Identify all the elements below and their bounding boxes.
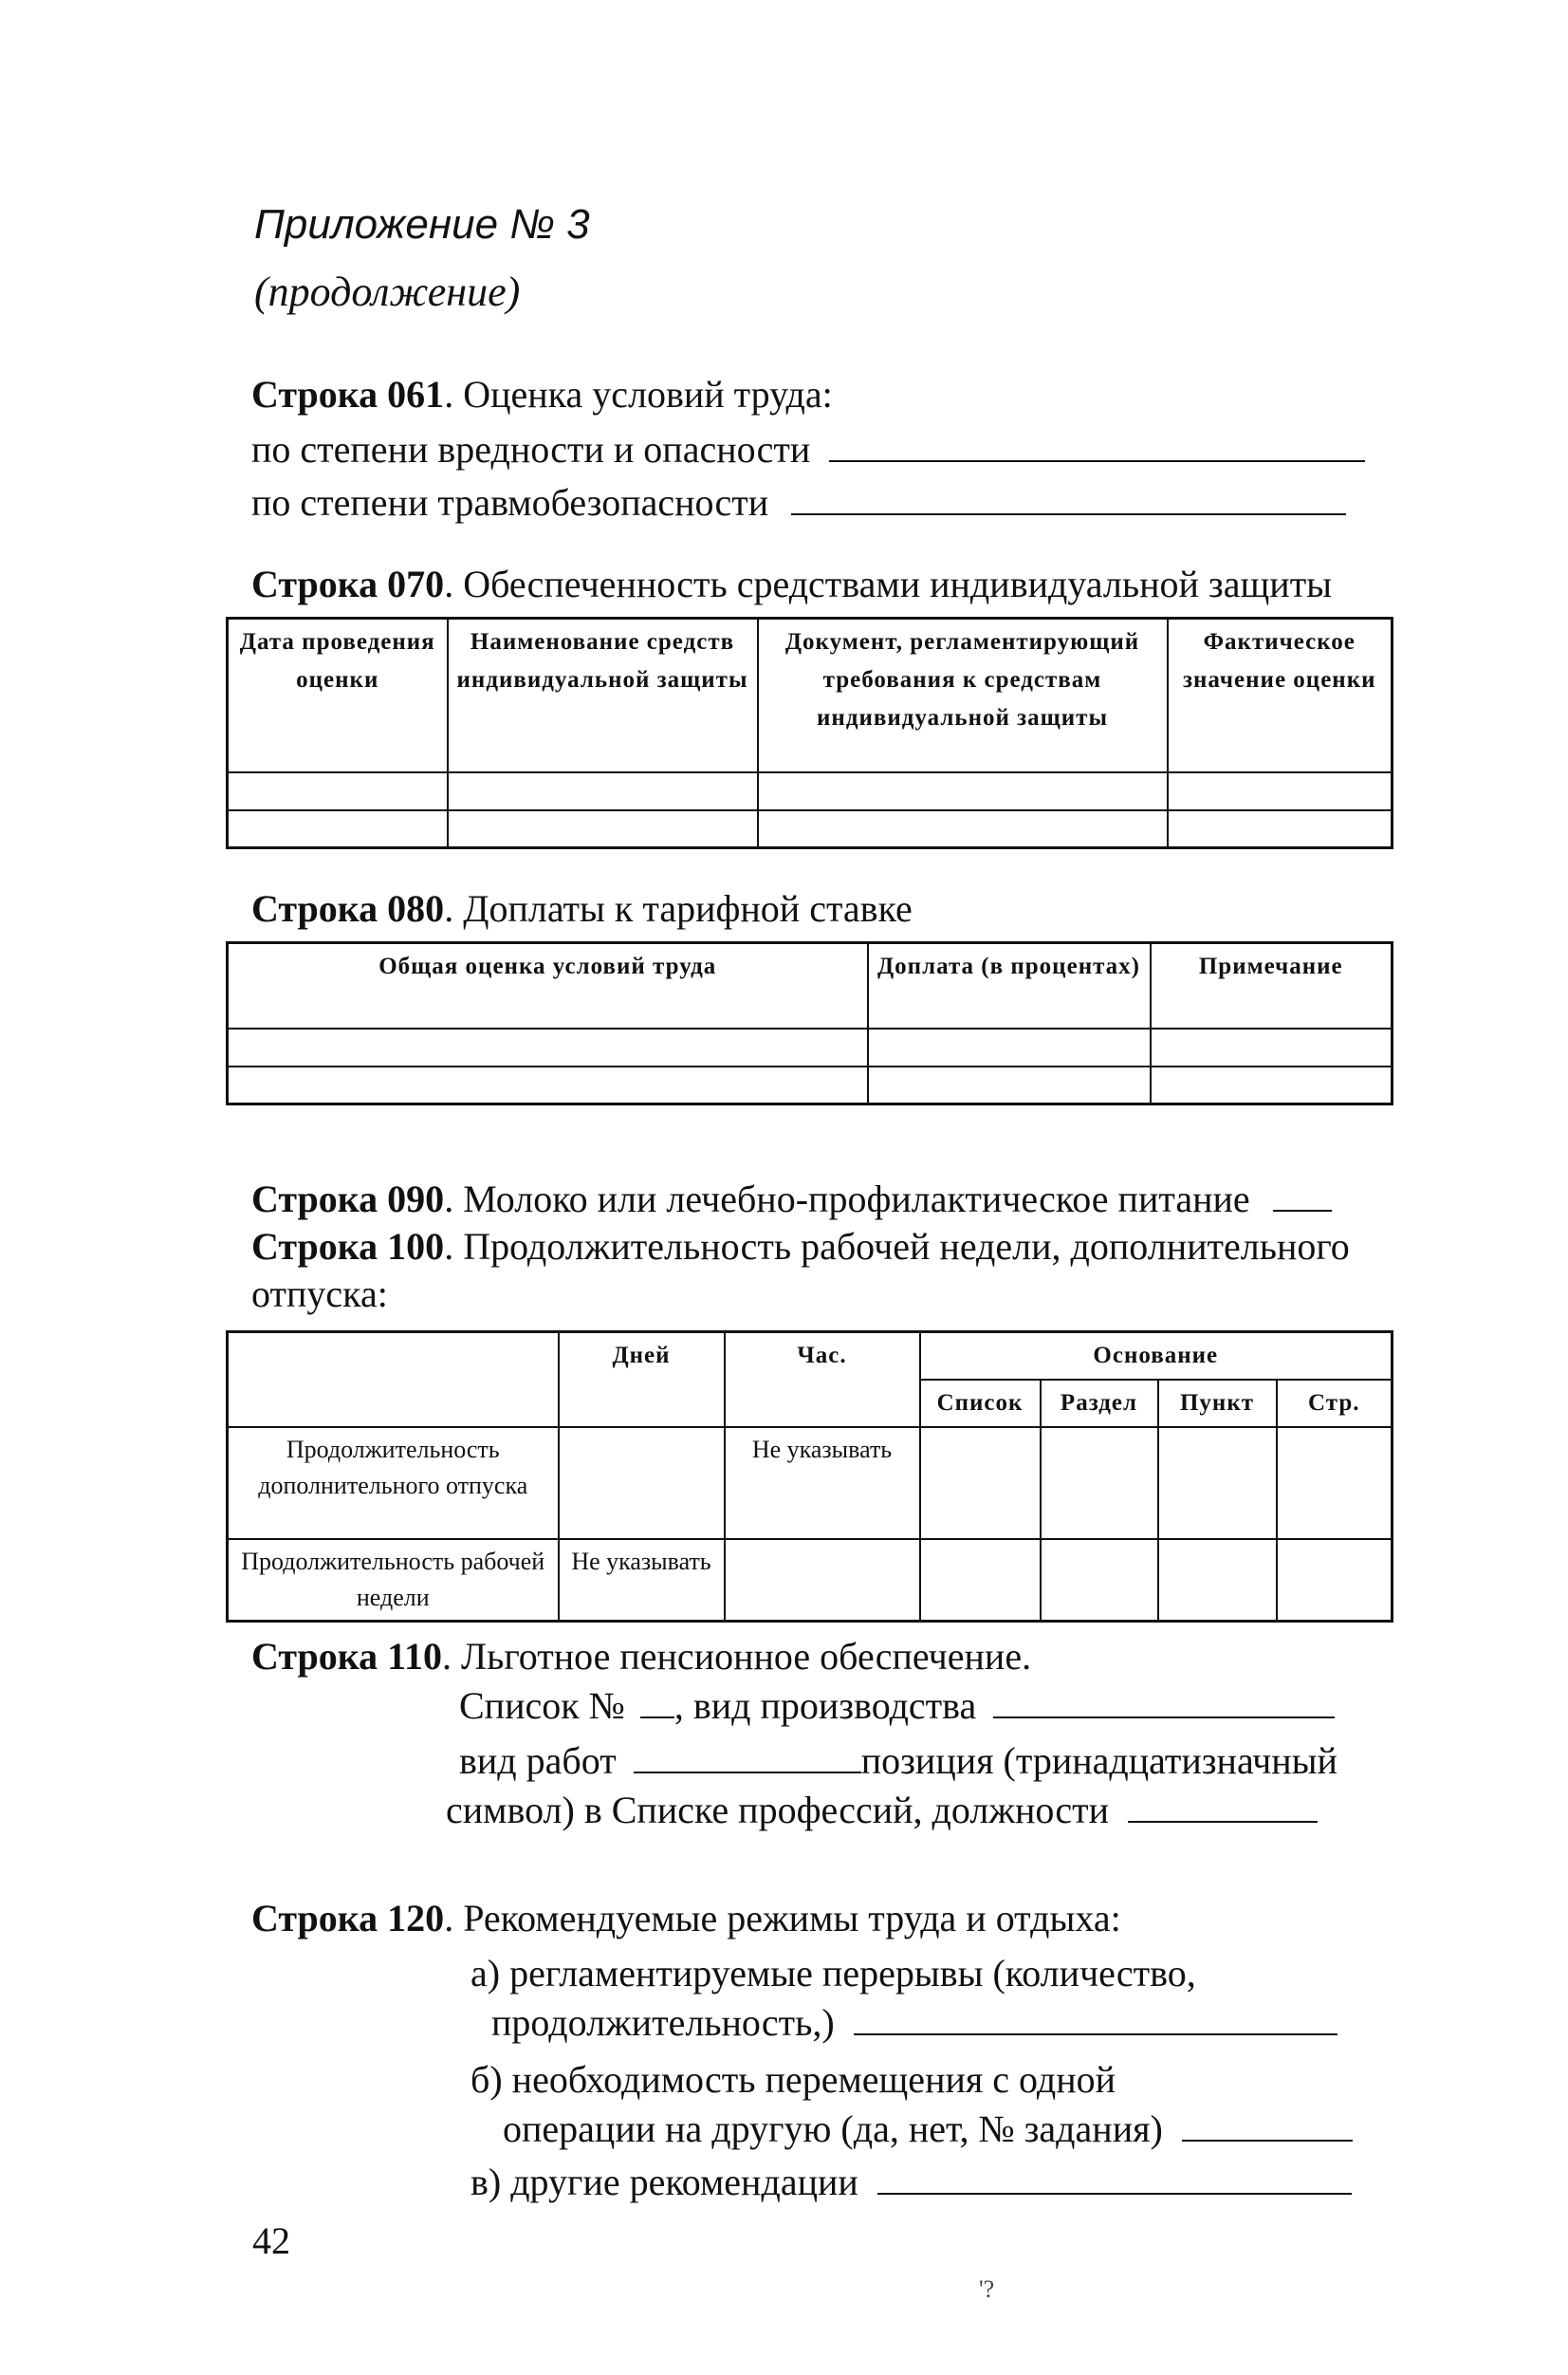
line-090-text: . Молоко или лечебно-профилактическое питание [444, 1178, 1250, 1220]
page-number: 42 [252, 2219, 290, 2262]
production-type-label: , вид производства [673, 1684, 977, 1727]
line-090-label: Строка 090 [251, 1178, 445, 1220]
surcharge-cell[interactable] [868, 1029, 1151, 1067]
line-070-heading [251, 562, 1332, 607]
workweek-table [226, 1330, 1393, 1623]
surcharge-col-note: Примечание [1151, 943, 1393, 1029]
basis-cell[interactable] [1277, 1427, 1393, 1539]
line-080-heading [251, 886, 913, 932]
line-110-list [459, 1683, 1335, 1729]
row-additional-leave-hours: Не указывать [725, 1427, 920, 1539]
transfer-blank[interactable] [1182, 2107, 1353, 2142]
work-type-blank[interactable] [634, 1739, 861, 1773]
line-090 [251, 1177, 1332, 1222]
basis-cell[interactable] [1277, 1539, 1393, 1622]
line-100-text-2: отпуска: [251, 1272, 388, 1315]
scan-mark: '? [979, 2275, 995, 2303]
basis-cell[interactable] [1158, 1539, 1277, 1622]
ppe-col-name: Наименование средств индивидуальной защиты [448, 619, 758, 772]
line-110-text: . Льготное пенсионное обеспечение. [441, 1635, 1032, 1678]
surcharge-col-assessment: Общая оценка условий труда [228, 943, 868, 1029]
line-120-heading [251, 1896, 1121, 1941]
line-110-label: Строка 110 [251, 1635, 442, 1678]
surcharge-table [226, 941, 1393, 1105]
row-additional-leave-label: Продолжительность дополнительного отпуска [228, 1427, 559, 1539]
ppe-table [226, 617, 1393, 849]
breaks-label: продолжительность,) [491, 2001, 835, 2044]
basis-cell[interactable] [1158, 1427, 1277, 1539]
line-120-a2 [491, 2000, 1337, 2046]
basis-cell[interactable] [920, 1427, 1041, 1539]
line-100-heading [251, 1224, 1350, 1270]
row-additional-leave-days[interactable] [559, 1427, 725, 1539]
position-label: позиция (тринадцатизначный [860, 1739, 1337, 1782]
line-100-text: . Продолжительность рабочей недели, дополнительного [444, 1225, 1350, 1268]
workweek-corner [228, 1332, 559, 1428]
appendix-continuation: (продолжение) [254, 269, 521, 315]
workweek-col-days: Дней [559, 1332, 725, 1428]
line-120-c [470, 2160, 1352, 2205]
line-120-a1: а) регламентируемые перерывы (количество, [470, 1952, 1196, 1995]
line-120-b1: б) необходимость перемещения с одной [470, 2058, 1116, 2101]
line-061-text: . Оценка условий труда: [444, 373, 833, 416]
line-080-text: . Доплаты к тарифной ставке [444, 887, 913, 930]
line-061-label: Строка 061 [251, 373, 445, 416]
ppe-cell[interactable] [228, 772, 448, 810]
basis-cell[interactable] [1041, 1539, 1158, 1622]
line-070-text: . Обеспеченность средствами индивидуальной защиты [444, 563, 1333, 605]
surcharge-col-percent: Доплата (в процентах) [868, 943, 1151, 1029]
surcharge-cell[interactable] [1151, 1029, 1393, 1067]
work-type-label: вид работ [459, 1739, 617, 1782]
other-recommendations-blank[interactable] [877, 2161, 1352, 2195]
row-workweek-hours[interactable] [725, 1539, 920, 1622]
injury-safety-label: по степени травмобезопасности [251, 481, 769, 524]
line-100-label: Строка 100 [251, 1225, 445, 1268]
production-type-blank[interactable] [993, 1684, 1335, 1718]
ppe-cell[interactable] [448, 772, 758, 810]
ppe-cell[interactable] [448, 810, 758, 848]
basis-col-item: Пункт [1158, 1380, 1277, 1427]
ppe-cell[interactable] [228, 810, 448, 848]
line-110-heading [251, 1634, 1031, 1679]
row-workweek-label: Продолжительность рабочей недели [228, 1539, 559, 1622]
symbol-label: символ) в Списке профессий, должности [446, 1789, 1110, 1831]
appendix-title: Приложение № 3 [254, 201, 590, 248]
basis-col-page: Стр. [1277, 1380, 1393, 1427]
basis-cell[interactable] [920, 1539, 1041, 1622]
surcharge-cell[interactable] [868, 1067, 1151, 1104]
basis-col-list: Список [920, 1380, 1041, 1427]
surcharge-cell[interactable] [228, 1067, 868, 1104]
basis-cell[interactable] [1041, 1427, 1158, 1539]
ppe-col-date: Дата проведения оценки [228, 619, 448, 772]
symbol-blank[interactable] [1128, 1789, 1318, 1823]
ppe-cell[interactable] [1168, 772, 1393, 810]
line-070-label: Строка 070 [251, 563, 445, 605]
other-recommendations-label: в) другие рекомендации [470, 2161, 858, 2203]
hazard-blank[interactable] [829, 428, 1365, 462]
ppe-col-actual: Фактическое значение оценки [1168, 619, 1393, 772]
hazard-label: по степени вредности и опасности [251, 428, 811, 471]
workweek-col-hours: Час. [725, 1332, 920, 1428]
workweek-col-basis: Основание [920, 1332, 1393, 1381]
line-120-text: . Рекомендуемые режимы труда и отдыха: [444, 1897, 1121, 1939]
surcharge-cell[interactable] [1151, 1067, 1393, 1104]
ppe-cell[interactable] [758, 810, 1168, 848]
line-110-symbol [446, 1788, 1318, 1833]
ppe-col-document: Документ, регламентирующий требования к средствам индивидуальной защиты [758, 619, 1168, 772]
injury-safety-blank[interactable] [791, 481, 1346, 515]
line-120-label: Строка 120 [251, 1897, 445, 1939]
list-number-label: Список № [459, 1684, 625, 1727]
line-110-work [459, 1738, 1337, 1784]
basis-col-section: Раздел [1041, 1380, 1158, 1427]
ppe-cell[interactable] [758, 772, 1168, 810]
line-061-hazard [251, 427, 1365, 473]
transfer-label: операции на другую (да, нет, № задания) [503, 2107, 1163, 2150]
ppe-cell[interactable] [1168, 810, 1393, 848]
line-061-heading [251, 372, 833, 417]
row-workweek-days: Не указывать [559, 1539, 725, 1622]
breaks-blank[interactable] [854, 2001, 1337, 2035]
surcharge-cell[interactable] [228, 1029, 868, 1067]
line-061-injury [251, 480, 1346, 526]
line-120-b2 [503, 2106, 1353, 2152]
milk-blank[interactable] [1273, 1178, 1332, 1212]
line-080-label: Строка 080 [251, 887, 445, 930]
list-number-blank[interactable] [640, 1684, 674, 1718]
